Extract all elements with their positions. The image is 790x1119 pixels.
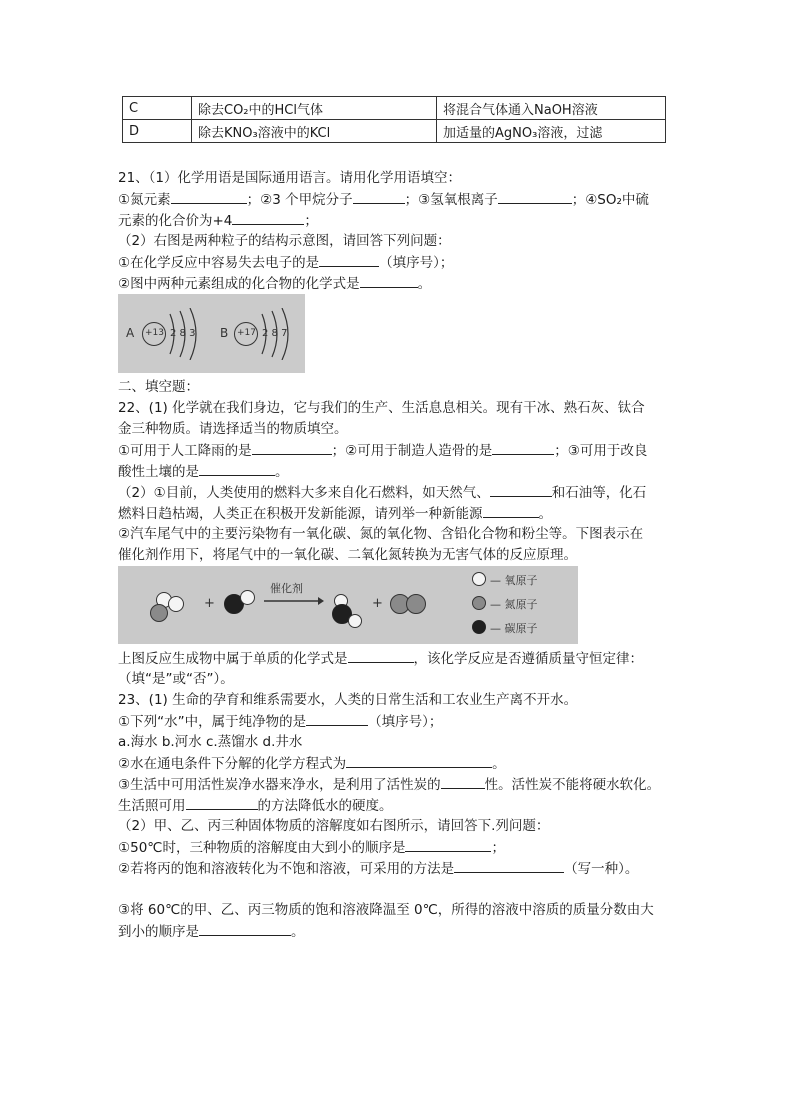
q23-line8 — [118, 837, 505, 858]
q23-line1: 23、(1) 生命的孕育和维系需要水，人类的日常生活和工农业生产离不开水。 — [118, 692, 578, 708]
q22-l4b: 。 — [275, 464, 289, 480]
q23-line10: ③将 60℃的甲、乙、丙三物质的饱和溶液降温至 0℃，所得的溶液中溶质的质量分数由大 — [118, 902, 654, 918]
answer-blank[interactable] — [483, 503, 539, 518]
atom-a-shell-arcs — [164, 308, 208, 360]
oxygen-atom — [240, 590, 255, 605]
section-heading: 二、填空题： — [118, 379, 199, 395]
answer-blank[interactable] — [306, 711, 368, 726]
answer-blank[interactable] — [405, 837, 491, 852]
q21-line1-a: ①氮元素 — [118, 192, 171, 208]
q23-l6a: 生活照可用 — [118, 798, 186, 814]
q23-l2b: （填序号）； — [368, 714, 443, 730]
q23-l6b: 的方法降低水的硬度。 — [257, 798, 393, 814]
q22-l9b: ，该化学反应是否遵循质量守恒定律： — [413, 651, 643, 667]
table-cell-task: 除去KNO₃溶液中的KCl — [192, 120, 437, 143]
q23-line6 — [118, 795, 393, 816]
q21-title: 21、（1）化学用语是国际通用语言。请用化学用语填空： — [118, 170, 462, 186]
nitrogen-atom — [150, 604, 168, 622]
legend-carbon: — 碳原子 — [490, 622, 538, 635]
nitrogen-atom — [406, 594, 426, 614]
atom-b-shell-arcs — [256, 308, 300, 360]
answer-blank[interactable] — [454, 858, 564, 873]
answer-blank[interactable] — [490, 482, 552, 497]
q22-l4a: 酸性土壤的是 — [118, 464, 199, 480]
legend-oxygen: — 氧原子 — [490, 574, 538, 587]
q22-line5 — [118, 482, 646, 503]
table-cell-method: 加适量的AgNO₃溶液，过滤 — [437, 120, 666, 143]
q22-line4 — [118, 461, 289, 482]
q21-p2-2b: 。 — [417, 276, 432, 292]
answer-blank[interactable] — [186, 795, 258, 810]
answer-blank[interactable] — [199, 461, 275, 476]
legend-nitrogen: — 氮原子 — [490, 598, 538, 611]
q21-line1-b: ；②3 个甲烷分子 — [246, 192, 353, 208]
options-table — [122, 96, 666, 143]
legend-oxygen-icon — [472, 572, 486, 586]
q23-line3: a.海水 b.河水 c.蒸馏水 d.井水 — [118, 734, 303, 750]
answer-blank[interactable] — [348, 648, 414, 663]
atom-a-label: A — [126, 326, 135, 340]
q23-l4b: 。 — [492, 756, 506, 772]
answer-blank[interactable] — [252, 440, 332, 455]
answer-blank[interactable] — [319, 252, 379, 267]
q23-line4 — [118, 753, 506, 774]
q21-p2-1a: ①在化学反应中容易失去电子的是 — [118, 255, 320, 271]
legend-nitrogen-label: 氮原子 — [504, 598, 538, 611]
answer-blank[interactable] — [498, 189, 572, 204]
q22-l3c: ；③可用于改良 — [554, 443, 648, 459]
reaction-figure — [118, 566, 578, 644]
q21-line1-c: ；③氢氧根离子 — [404, 192, 498, 208]
q23-line7: （2）甲、乙、丙三种固体物质的溶解度如右图所示，请回答下.列问题： — [118, 818, 550, 834]
q23-l4a: ②水在通电条件下分解的化学方程式为 — [118, 756, 347, 772]
q23-l5b: 性。活性炭不能将硬水软化。 — [484, 777, 661, 793]
q22-line8: 催化剂作用下，将尾气中的一氧化碳、二氧化氮转换为无害气体的反应原理。 — [118, 547, 577, 563]
atom-b-shells: 2 8 7 — [262, 328, 288, 339]
q22-l6a: 燃料日趋枯竭，人类正在积极开发新能源，请列举一种新能源 — [118, 506, 483, 522]
q23-l11a: 到小的顺序是 — [118, 924, 199, 940]
plus-sign: + — [204, 596, 215, 611]
q22-line9 — [118, 648, 643, 669]
oxygen-atom — [348, 614, 362, 628]
q21-part2: （2）右图是两种粒子的结构示意图，请回答下列问题： — [118, 233, 451, 249]
q21-part2-q1 — [118, 252, 453, 273]
table-cell-method: 将混合气体通入NaOH溶液 — [437, 97, 666, 120]
q21-part2-q2 — [118, 273, 431, 294]
q21-p2-1b: （填序号）； — [379, 255, 454, 271]
q23-line2 — [118, 711, 442, 732]
q22-l5a: （2）①目前，人类使用的燃料大多来自化石燃料，如天然气、 — [118, 485, 490, 501]
q21-line1-d: ；④SO₂中硫 — [571, 192, 649, 208]
q22-line2: 金三种物质。请选择适当的物质填空。 — [118, 421, 348, 437]
q22-l9a: 上图反应生成物中属于单质的化学式是 — [118, 651, 348, 667]
atom-a-nucleus: +13 — [145, 328, 164, 338]
q23-l5a: ③生活中可用活性炭净水器来净水，是利用了活性炭的 — [118, 777, 441, 793]
q22-line7: ②汽车尾气中的主要污染物有一氧化碳、氮的氧化物、含铅化合物和粉尘等。下图表示在 — [118, 526, 644, 542]
q21-p2-2a: ②图中两种元素组成的化合物的化学式是 — [118, 276, 360, 292]
legend-carbon-label: 碳原子 — [504, 622, 538, 635]
q23-line9 — [118, 858, 638, 879]
q22-line1: 22、(1) 化学就在我们身边，它与我们的生产、生活息息相关。现有干冰、熟石灰、钛合 — [118, 400, 645, 416]
table-cell-id: D — [123, 120, 192, 143]
q23-l8b: ； — [491, 840, 505, 856]
answer-blank[interactable] — [360, 273, 418, 288]
answer-blank[interactable] — [199, 921, 291, 936]
q21-line2-a: 元素的化合价为+4 — [118, 213, 233, 229]
legend-carbon-icon — [472, 620, 486, 634]
q22-l3b: ；②可用于制造人造骨的是 — [331, 443, 493, 459]
answer-blank[interactable] — [353, 189, 405, 204]
q23-l2a: ①下列“水”中，属于纯净物的是 — [118, 714, 307, 730]
q21-line2 — [118, 210, 318, 231]
q22-line6 — [118, 503, 552, 524]
q22-line10: （填“是”或“否”）。 — [118, 671, 234, 687]
atom-a-shells: 2 8 3 — [170, 328, 196, 339]
answer-blank[interactable] — [441, 774, 485, 789]
atom-b-nucleus: +17 — [237, 328, 256, 338]
atom-b-label: B — [220, 326, 229, 340]
answer-blank[interactable] — [346, 753, 492, 768]
q22-l3a: ①可用于人工降雨的是 — [118, 443, 252, 459]
q23-l9b: （写一种）。 — [564, 861, 639, 877]
q23-line11 — [118, 921, 305, 942]
q23-l8a: ①50℃时，三种物质的溶解度由大到小的顺序是 — [118, 840, 406, 856]
plus-sign: + — [372, 596, 383, 611]
q22-l6b: 。 — [538, 506, 552, 522]
q21-line2-b: ； — [304, 213, 318, 229]
atom-structure-figure — [118, 294, 305, 373]
q22-l5b: 和石油等，化石 — [551, 485, 647, 501]
q21-line1 — [118, 189, 649, 210]
q22-line3 — [118, 440, 647, 461]
reaction-arrow — [264, 596, 324, 606]
answer-blank[interactable] — [171, 189, 247, 204]
answer-blank[interactable] — [232, 210, 304, 225]
q23-l9a: ②若将丙的饱和溶液转化为不饱和溶液，可采用的方法是 — [118, 861, 455, 877]
q23-line5 — [118, 774, 660, 795]
legend-oxygen-label: 氧原子 — [504, 574, 538, 587]
table-row — [123, 97, 666, 120]
catalyst-label: 催化剂 — [270, 582, 303, 595]
table-cell-id: C — [123, 97, 192, 120]
table-row — [123, 120, 666, 143]
oxygen-atom — [168, 596, 184, 612]
answer-blank[interactable] — [492, 440, 554, 455]
q23-l11b: 。 — [291, 924, 305, 940]
table-cell-task: 除去CO₂中的HCl气体 — [192, 97, 437, 120]
legend-nitrogen-icon — [472, 596, 486, 610]
